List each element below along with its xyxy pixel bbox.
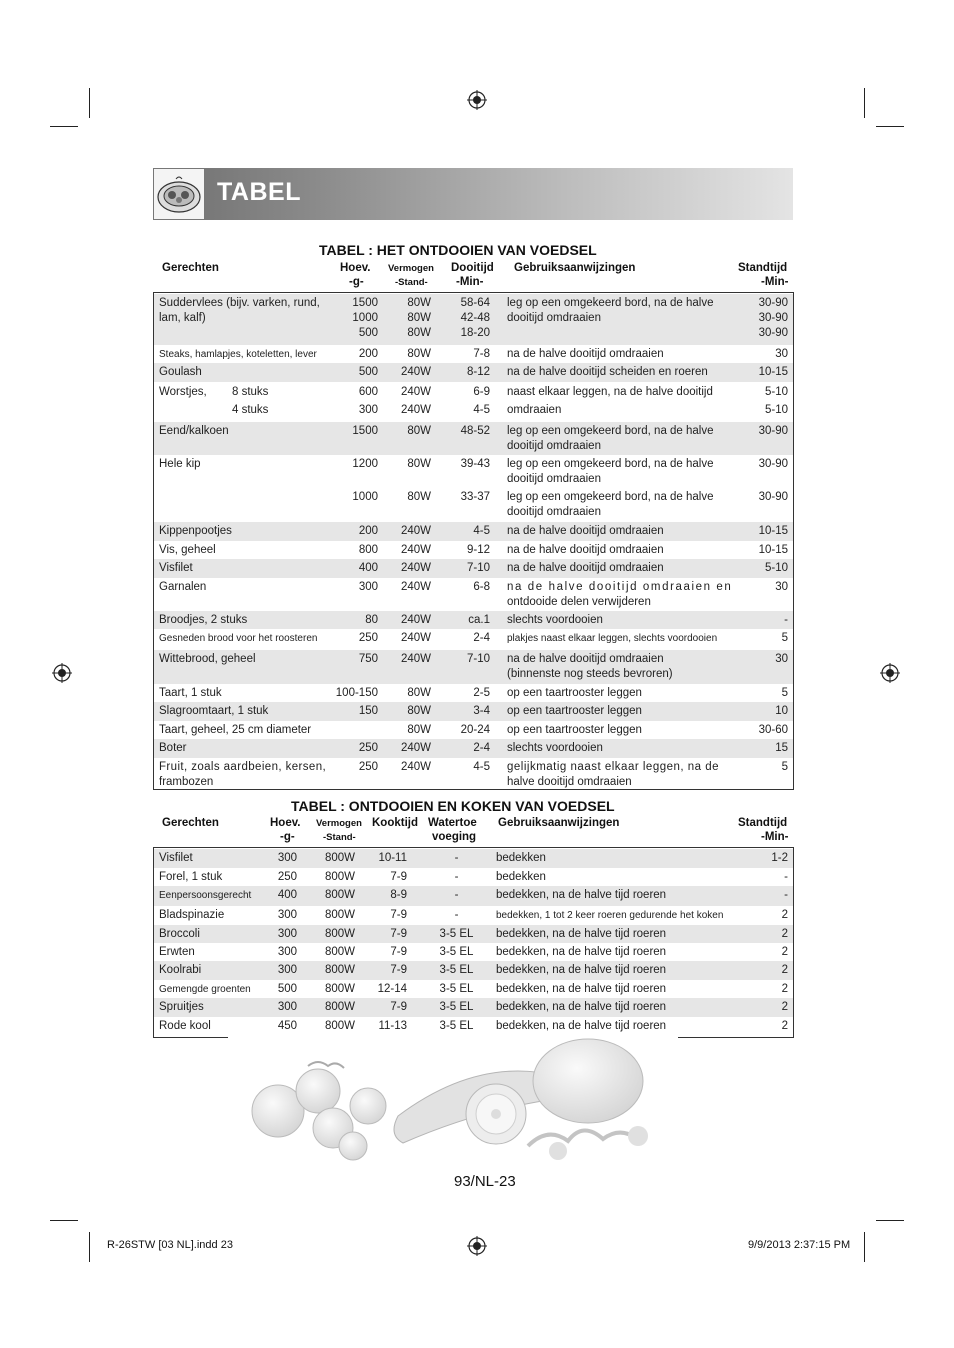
table-row: [154, 578, 793, 611]
column-header: -g-: [280, 831, 295, 843]
cooking-time: 7-9: [390, 909, 407, 921]
instructions: na de halve dooitijd omdraaien: [507, 562, 664, 574]
instructions: na de halve dooitijd omdraaien: [507, 525, 664, 537]
column-header: -Min-: [761, 276, 789, 288]
dish-name: Broccoli: [159, 928, 200, 940]
instructions: op een taartrooster leggen: [507, 687, 642, 699]
power-level: 800W: [324, 946, 355, 958]
quantity: 300: [277, 852, 297, 864]
defrost-time: 4-5: [473, 525, 490, 537]
power-level: 240W: [400, 386, 431, 398]
footer-file-name: R-26STW [03 NL].indd 23: [107, 1239, 233, 1251]
crop-mark: [864, 88, 865, 118]
power-level: 80W: [407, 705, 431, 717]
instructions: slechts voordooien: [507, 614, 603, 626]
instructions: na de halve dooitijd omdraaien: [507, 653, 664, 665]
table-row: [154, 382, 793, 422]
water-addition: 3-5 EL: [439, 1001, 474, 1013]
power-level: 800W: [324, 889, 355, 901]
column-header: -Stand-: [395, 277, 428, 288]
table-row: [154, 980, 793, 998]
quantity: 800: [358, 544, 378, 556]
dish-name: Koolrabi: [159, 964, 202, 976]
table-row: [154, 422, 793, 455]
power-level: 240W: [400, 544, 431, 556]
instructions: halve dooitijd omdraaien: [507, 776, 632, 788]
power-level: 80W: [407, 425, 431, 437]
power-level: 240W: [400, 525, 431, 537]
quantity: 250: [358, 742, 378, 754]
power-level: 80W: [407, 724, 431, 736]
dish-name: Forel, 1 stuk: [159, 871, 223, 883]
defrost-time: 2-5: [473, 687, 490, 699]
dish-name: lam, kalf): [159, 312, 206, 324]
power-level: 800W: [324, 1020, 355, 1032]
defrost-time: 7-10: [466, 562, 490, 574]
table-row: [154, 345, 793, 363]
standing-time: 30-90: [758, 327, 788, 339]
dish-name: Kippenpootjes: [159, 525, 232, 537]
table-row: [154, 294, 793, 345]
dish-name: Suddervlees (bijv. varken, rund,: [159, 297, 320, 309]
power-level: 80W: [407, 327, 431, 339]
crop-mark: [876, 1220, 904, 1221]
table-row: [154, 868, 793, 886]
standing-time: -: [784, 871, 788, 883]
cooking-time: 12-14: [377, 983, 407, 995]
instructions: bedekken: [496, 852, 546, 864]
registration-mark-icon: [467, 1236, 487, 1256]
dish-name: Taart, 1 stuk: [159, 687, 222, 699]
power-level: 240W: [400, 404, 431, 416]
instructions: naast elkaar leggen, na de halve dooitijd: [507, 386, 713, 398]
standing-time: 1-2: [771, 852, 788, 864]
instructions: leg op een omgekeerd bord, na de halve: [507, 297, 714, 309]
dish-name: Erwten: [159, 946, 195, 958]
quantity: 250: [277, 871, 297, 883]
crop-mark: [50, 126, 78, 127]
power-level: 800W: [324, 928, 355, 940]
standing-time: 5: [781, 632, 788, 644]
table-row: [154, 455, 793, 522]
column-header: Vermogen: [316, 818, 362, 829]
power-level: 800W: [324, 1001, 355, 1013]
quantity: 750: [358, 653, 378, 665]
column-header: -Min-: [456, 276, 484, 288]
column-header: Kooktijd: [372, 817, 418, 829]
instructions: leg op een omgekeerd bord, na de halve: [507, 458, 714, 470]
column-header: Hoev.: [340, 262, 371, 274]
standing-time: 10-15: [758, 525, 788, 537]
quantity: 400: [358, 562, 378, 574]
quantity: 400: [277, 889, 297, 901]
column-header: Dooitijd: [451, 262, 494, 274]
vegetables-illustration: [228, 1036, 678, 1171]
instructions: bedekken, na de halve tijd roeren: [496, 1001, 667, 1013]
table-row: [154, 739, 793, 758]
standing-time: 30-90: [758, 312, 788, 324]
power-level: 240W: [400, 761, 431, 773]
defrost-time: 9-12: [466, 544, 490, 556]
instructions: dooitijd omdraaien: [507, 473, 601, 485]
defrost-time: 6-8: [473, 581, 490, 593]
dish-name: Rode kool: [159, 1020, 211, 1032]
dish-name: Wittebrood, geheel: [159, 653, 256, 665]
quantity: 300: [358, 404, 378, 416]
defrost-time: 7-10: [466, 653, 490, 665]
dish-name: Bladspinazie: [159, 909, 225, 921]
instructions: dooitijd omdraaien: [507, 440, 601, 452]
instructions: ontdooide delen verwijderen: [507, 596, 651, 608]
cooking-time: 7-9: [390, 928, 407, 940]
instructions: na de halve dooitijd omdraaien en: [507, 581, 733, 593]
defrost-time: 48-52: [460, 425, 490, 437]
standing-time: -: [784, 889, 788, 901]
dish-name: Visfilet: [159, 852, 193, 864]
standing-time: 5-10: [764, 562, 788, 574]
defrost-time: ca.1: [468, 614, 490, 626]
dish-count: 8 stuks: [232, 386, 269, 398]
standing-time: 10-15: [758, 544, 788, 556]
standing-time: 10: [775, 705, 788, 717]
page-number: 93/NL-23: [454, 1173, 516, 1190]
dish-name: Gemengde groenten: [159, 984, 251, 995]
defrost-time: 2-4: [473, 742, 490, 754]
column-header: Hoev.: [270, 817, 301, 829]
power-level: 240W: [400, 562, 431, 574]
dish-name: Eenpersoonsgerecht: [159, 890, 252, 901]
table-row: [154, 849, 793, 868]
instructions: (binnenste nog steeds bevroren): [507, 668, 673, 680]
standing-time: 15: [775, 742, 788, 754]
water-addition: 3-5 EL: [439, 928, 474, 940]
cooking-time: 7-9: [390, 1001, 407, 1013]
cooking-time: 8-9: [390, 889, 407, 901]
defrost-time: 42-48: [460, 312, 490, 324]
crop-mark: [89, 88, 90, 118]
dish-name: Fruit, zoals aardbeien, kersen,: [159, 761, 327, 773]
quantity: 200: [358, 348, 378, 360]
quantity: 450: [277, 1020, 297, 1032]
table-row: [154, 758, 793, 789]
instructions: bedekken, na de halve tijd roeren: [496, 928, 667, 940]
power-level: 80W: [407, 491, 431, 503]
dish-name: Boter: [159, 742, 187, 754]
column-header: Standtijd: [738, 262, 788, 274]
table-title: TABEL : HET ONTDOOIEN VAN VOEDSEL: [319, 242, 597, 258]
standing-time: 30-90: [758, 297, 788, 309]
water-addition: -: [454, 909, 459, 921]
standing-time: 5: [781, 761, 788, 773]
defrost-time: 4-5: [473, 404, 490, 416]
column-header: Gerechten: [162, 817, 219, 829]
quantity: 300: [277, 946, 297, 958]
instructions: slechts voordooien: [507, 742, 603, 754]
cooking-time: 7-9: [390, 871, 407, 883]
power-level: 240W: [400, 614, 431, 626]
table-row: [154, 702, 793, 721]
power-level: 800W: [324, 964, 355, 976]
defrost-time: 6-9: [473, 386, 490, 398]
water-addition: 3-5 EL: [439, 1020, 474, 1032]
defrost-time: 18-20: [460, 327, 490, 339]
power-level: 800W: [324, 909, 355, 921]
defrost-time: 33-37: [460, 491, 490, 503]
power-level: 240W: [400, 581, 431, 593]
quantity: 150: [358, 705, 378, 717]
dish-name: Worstjes,: [159, 386, 207, 398]
table-row: [154, 629, 793, 650]
quantity: 250: [358, 632, 378, 644]
power-level: 240W: [400, 366, 431, 378]
power-level: 800W: [324, 983, 355, 995]
standing-time: 30: [775, 348, 788, 360]
power-level: 80W: [407, 297, 431, 309]
defrost-time: 7-8: [473, 348, 490, 360]
dish-name: Goulash: [159, 366, 202, 378]
standing-time: 2: [781, 946, 788, 958]
power-level: 800W: [324, 852, 355, 864]
defrost-time: 20-24: [460, 724, 490, 736]
instructions: bedekken: [496, 871, 546, 883]
dish-name: Vis, geheel: [159, 544, 216, 556]
water-addition: -: [454, 889, 459, 901]
dish-count: 4 stuks: [232, 404, 269, 416]
standing-time: 10-15: [758, 366, 788, 378]
standing-time: 2: [781, 964, 788, 976]
footer-datetime: 9/9/2013 2:37:15 PM: [748, 1239, 851, 1251]
standing-time: 30-90: [758, 458, 788, 470]
power-level: 80W: [407, 312, 431, 324]
cooking-time: 10-11: [378, 852, 407, 864]
instructions: leg op een omgekeerd bord, na de halve: [507, 425, 714, 437]
table-row: [154, 363, 793, 382]
instructions: bedekken, 1 tot 2 keer roeren gedurende het koken: [496, 910, 724, 921]
standing-time: 2: [781, 928, 788, 940]
water-addition: -: [454, 871, 459, 883]
instructions: bedekken, na de halve tijd roeren: [496, 1020, 667, 1032]
column-header: Gebruiksaanwijzingen: [514, 262, 636, 274]
section-header: [153, 168, 793, 220]
instructions: dooitijd omdraaien: [507, 506, 601, 518]
table-row: [154, 541, 793, 559]
dish-name: Spruitjes: [159, 1001, 204, 1013]
standing-time: 30: [775, 653, 788, 665]
instructions: bedekken, na de halve tijd roeren: [496, 889, 667, 901]
turntable-plate-icon: [153, 168, 205, 220]
instructions: leg op een omgekeerd bord, na de halve: [507, 491, 714, 503]
standing-time: -: [784, 614, 788, 626]
standing-time: 30-90: [758, 425, 788, 437]
standing-time: 2: [781, 1020, 788, 1032]
table-row: [154, 721, 793, 739]
quantity: 1500: [352, 425, 378, 437]
standing-time: 5-10: [764, 386, 788, 398]
quantity: 250: [358, 761, 378, 773]
table-row: [154, 522, 793, 541]
quantity: 1000: [352, 491, 378, 503]
power-level: 80W: [407, 687, 431, 699]
crop-mark: [50, 1220, 78, 1221]
column-header: -Min-: [761, 831, 789, 843]
dish-name: Broodjes, 2 stuks: [159, 614, 248, 626]
crop-mark: [864, 1232, 865, 1262]
instructions: bedekken, na de halve tijd roeren: [496, 946, 667, 958]
defrost-time: 3-4: [473, 705, 490, 717]
dish-name: Garnalen: [159, 581, 207, 593]
quantity: 300: [277, 928, 297, 940]
cooking-time: 11-13: [378, 1020, 407, 1032]
crop-mark: [876, 126, 904, 127]
table-row: [154, 906, 793, 925]
column-header: Vermogen: [388, 263, 434, 274]
table-row: [154, 998, 793, 1017]
table-row: [154, 925, 793, 943]
power-level: 80W: [407, 348, 431, 360]
column-header: Gerechten: [162, 262, 219, 274]
dish-name: Slagroomtaart, 1 stuk: [159, 705, 269, 717]
standing-time: 30-90: [758, 491, 788, 503]
power-level: 240W: [400, 742, 431, 754]
dish-name: Visfilet: [159, 562, 193, 574]
defrost-table: [153, 292, 794, 790]
quantity: 80: [365, 614, 378, 626]
instructions: na de halve dooitijd omdraaien: [507, 348, 664, 360]
table-row: [154, 943, 793, 961]
standing-time: 2: [781, 1001, 788, 1013]
instructions: op een taartrooster leggen: [507, 705, 642, 717]
quantity: 500: [358, 366, 378, 378]
registration-mark-icon: [52, 663, 72, 683]
column-header: -g-: [349, 276, 364, 288]
quantity: 600: [358, 386, 378, 398]
power-level: 240W: [400, 653, 431, 665]
quantity: 300: [277, 1001, 297, 1013]
defrost-time: 39-43: [460, 458, 490, 470]
dish-name: Gesneden brood voor het roosteren: [159, 633, 318, 644]
dish-name: Taart, geheel, 25 cm diameter: [159, 724, 312, 736]
instructions: dooitijd omdraaien: [507, 312, 601, 324]
instructions: gelijkmatig naast elkaar leggen, na de: [507, 761, 720, 773]
instructions: op een taartrooster leggen: [507, 724, 642, 736]
page-title: TABEL: [217, 178, 301, 206]
water-addition: 3-5 EL: [439, 964, 474, 976]
dish-name: frambozen: [159, 776, 214, 788]
defrost-time: 2-4: [473, 632, 490, 644]
standing-time: 30-60: [758, 724, 788, 736]
water-addition: 3-5 EL: [439, 983, 474, 995]
dish-name: Eend/kalkoen: [159, 425, 229, 437]
power-level: 800W: [324, 871, 355, 883]
instructions: na de halve dooitijd omdraaien: [507, 544, 664, 556]
table-row: [154, 886, 793, 906]
instructions: bedekken, na de halve tijd roeren: [496, 964, 667, 976]
quantity: 200: [358, 525, 378, 537]
quantity: 1500: [352, 297, 378, 309]
quantity: 300: [277, 964, 297, 976]
defrost-time: 4-5: [473, 761, 490, 773]
quantity: 100-150: [335, 687, 378, 699]
defrost-time: 58-64: [460, 297, 490, 309]
standing-time: 5: [781, 687, 788, 699]
quantity: 500: [358, 327, 378, 339]
table-row: [154, 611, 793, 629]
standing-time: 2: [781, 909, 788, 921]
table-row: [154, 684, 793, 702]
standing-time: 5-10: [764, 404, 788, 416]
registration-mark-icon: [467, 90, 487, 110]
cooking-table: [153, 847, 794, 1038]
table-row: [154, 961, 793, 980]
table-row: [154, 559, 793, 578]
cooking-time: 7-9: [390, 964, 407, 976]
defrost-time: 8-12: [466, 366, 490, 378]
column-header: Standtijd: [738, 817, 788, 829]
registration-mark-icon: [880, 663, 900, 683]
quantity: 500: [277, 983, 297, 995]
quantity: 300: [358, 581, 378, 593]
instructions: plakjes naast elkaar leggen, slechts voordooien: [507, 633, 718, 644]
cooking-time: 7-9: [390, 946, 407, 958]
instructions: omdraaien: [507, 404, 562, 416]
column-header: -Stand-: [323, 832, 356, 843]
water-addition: -: [454, 852, 459, 864]
standing-time: 30: [775, 581, 788, 593]
instructions: na de halve dooitijd scheiden en roeren: [507, 366, 708, 378]
crop-mark: [89, 1232, 90, 1262]
power-level: 240W: [400, 632, 431, 644]
quantity: 1000: [352, 312, 378, 324]
column-header: Gebruiksaanwijzingen: [498, 817, 620, 829]
table-row: [154, 650, 793, 684]
column-header: Watertoe: [428, 817, 477, 829]
power-level: 80W: [407, 458, 431, 470]
dish-name: Steaks, hamlapjes, koteletten, lever: [159, 349, 317, 360]
water-addition: 3-5 EL: [439, 946, 474, 958]
quantity: 1200: [352, 458, 378, 470]
column-header: voeging: [432, 831, 477, 843]
dish-name: Hele kip: [159, 458, 201, 470]
instructions: bedekken, na de halve tijd roeren: [496, 983, 667, 995]
table-title: TABEL : ONTDOOIEN EN KOKEN VAN VOEDSEL: [291, 798, 615, 814]
standing-time: 2: [781, 983, 788, 995]
table-row: [154, 1017, 793, 1036]
quantity: 300: [277, 909, 297, 921]
